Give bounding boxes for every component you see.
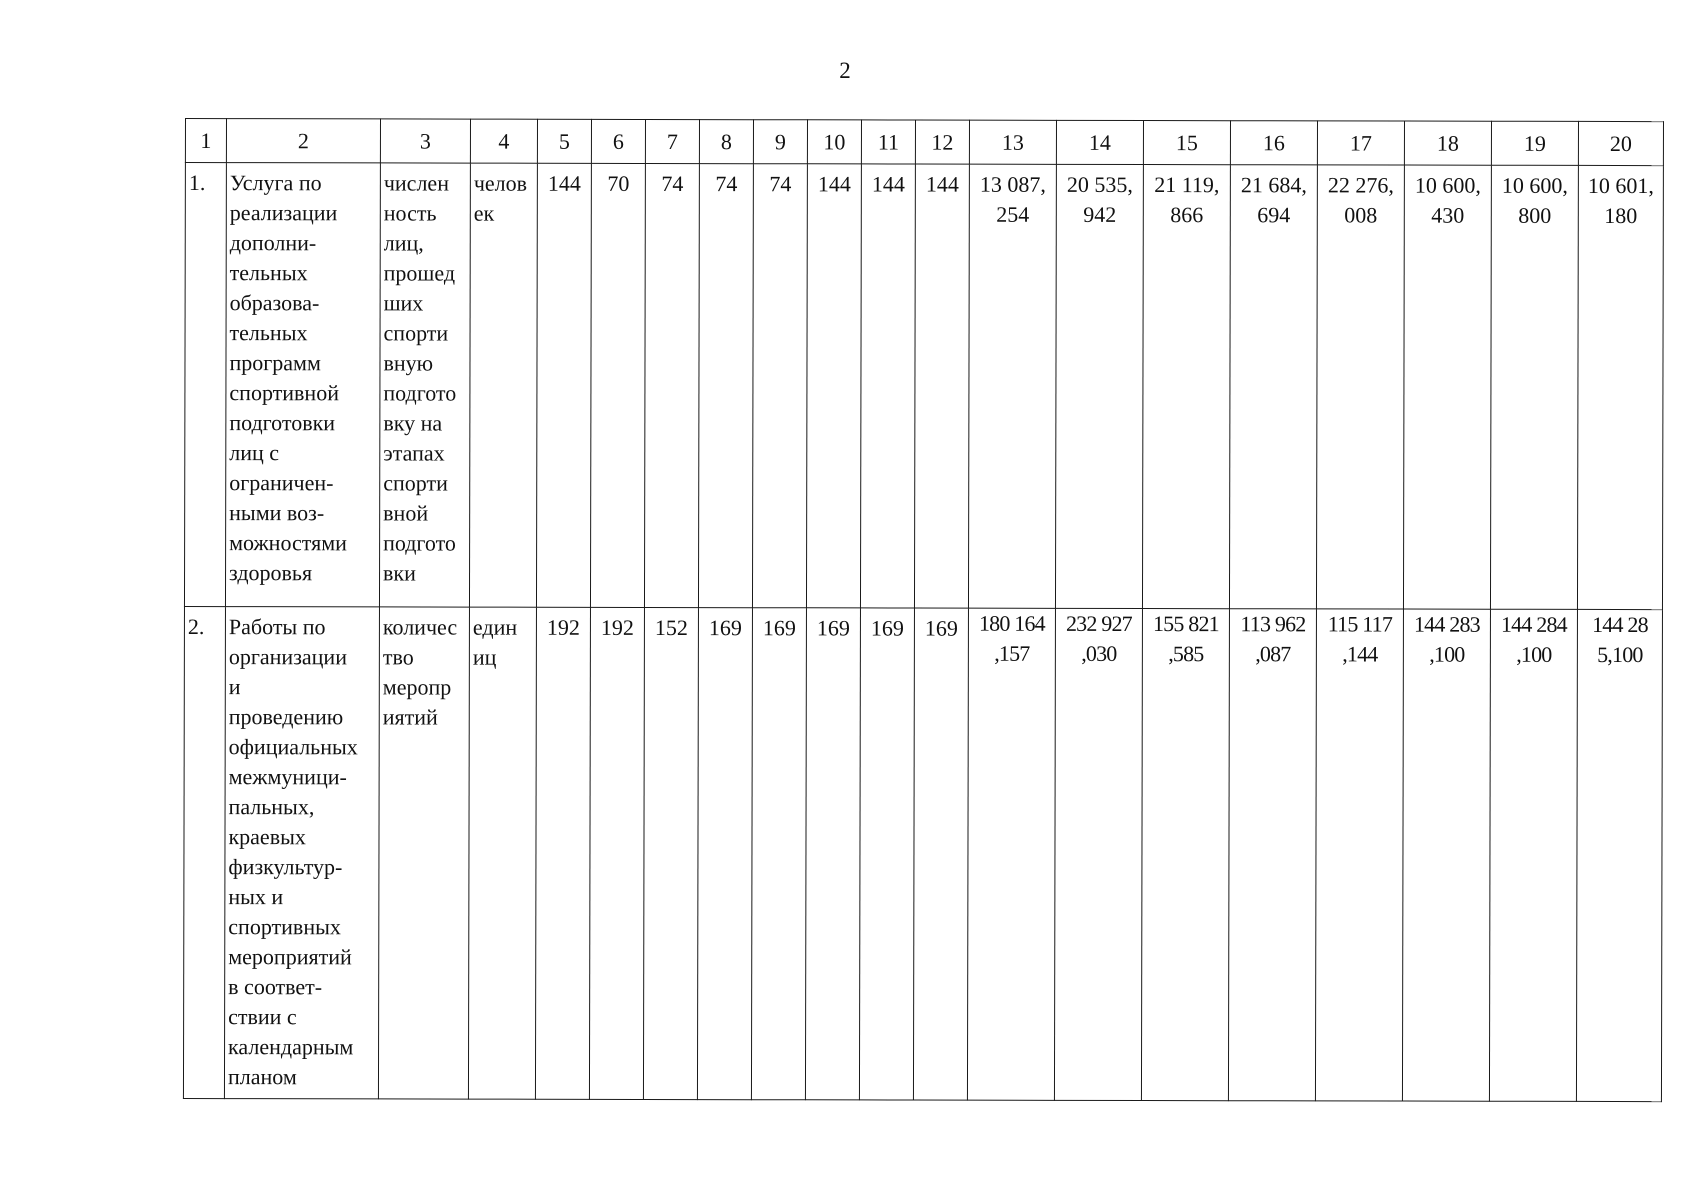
value-cell-13: 180 164 ,157: [967, 608, 1055, 1100]
unit-of-measure: челов ек: [469, 163, 537, 607]
row-number: 2.: [183, 607, 225, 1099]
header-cell-18: 18: [1404, 121, 1491, 165]
header-row: [185, 119, 1663, 166]
value-cell-17: 22 276, 008: [1316, 165, 1404, 609]
value-cell-8: 74: [698, 164, 753, 608]
value-cell-9: 74: [752, 164, 807, 608]
header-cell-3: 3: [380, 119, 470, 163]
header-cell-11: 11: [861, 120, 915, 164]
value-cell-5: 144: [536, 163, 591, 607]
header-cell-19: 19: [1491, 121, 1578, 165]
header-cell-16: 16: [1230, 121, 1317, 165]
value-cell-15: 21 119, 866: [1142, 165, 1230, 609]
value-cell-19: 10 600, 800: [1490, 165, 1578, 609]
value-cell-9: 169: [751, 608, 806, 1100]
services-table: [183, 118, 1664, 1102]
value-cell-7: 152: [643, 607, 698, 1099]
value-cell-15: 155 821 ,585: [1141, 609, 1229, 1101]
value-cell-5: 192: [535, 607, 590, 1099]
header-cell-7: 7: [645, 119, 699, 163]
header-cell-15: 15: [1143, 121, 1230, 165]
header-cell-4: 4: [470, 119, 537, 163]
header-cell-9: 9: [753, 120, 807, 164]
header-cell-1: 1: [185, 119, 226, 163]
header-cell-5: 5: [537, 119, 591, 163]
row-number: 1.: [184, 163, 226, 607]
value-cell-20: 144 28 5,100: [1576, 609, 1662, 1101]
value-cell-11: 169: [859, 608, 914, 1100]
header-cell-17: 17: [1317, 121, 1404, 165]
header-cell-12: 12: [915, 120, 969, 164]
value-cell-18: 10 600, 430: [1403, 165, 1491, 609]
table-row: [183, 607, 1662, 1102]
value-cell-6: 192: [589, 607, 644, 1099]
value-cell-13: 13 087, 254: [968, 164, 1056, 608]
value-cell-10: 144: [806, 164, 861, 608]
header-cell-13: 13: [969, 120, 1056, 164]
value-cell-6: 70: [590, 163, 645, 607]
value-cell-8: 169: [697, 608, 752, 1100]
unit-of-measure: един иц: [468, 607, 536, 1099]
value-cell-20: 10 601, 180: [1577, 165, 1663, 609]
value-cell-12: 144: [914, 164, 969, 608]
indicator-name: числен ность лиц, прошед ших спорти вную подгото вку на этапах спорти вной подгото вки: [379, 163, 470, 607]
value-cell-17: 115 117 ,144: [1315, 609, 1403, 1101]
value-cell-14: 20 535, 942: [1055, 164, 1143, 608]
header-cell-6: 6: [591, 119, 645, 163]
indicator-name: количес тво меропр иятий: [378, 607, 469, 1099]
value-cell-11: 144: [860, 164, 915, 608]
header-cell-20: 20: [1578, 121, 1663, 165]
header-cell-14: 14: [1056, 120, 1143, 164]
value-cell-7: 74: [644, 163, 699, 607]
table-row: [184, 163, 1663, 610]
value-cell-16: 21 684, 694: [1229, 165, 1317, 609]
service-name: Работы по организации и проведению официальных межмуници- пальных, краевых физкультур- ных и спортивных мероприятий в соответ- ствии с календарным планом: [224, 607, 379, 1099]
value-cell-19: 144 284 ,100: [1489, 609, 1577, 1101]
value-cell-16: 113 962 ,087: [1228, 609, 1316, 1101]
service-name: Услуга по реализации дополни- тельных образова- тельных программ спортивной подготовки лиц с ограничен- ными воз- можностями здоровья: [225, 163, 380, 607]
value-cell-12: 169: [913, 608, 968, 1100]
header-cell-2: 2: [226, 119, 380, 163]
value-cell-18: 144 283 ,100: [1402, 609, 1490, 1101]
page-number: 2: [839, 58, 851, 83]
header-cell-8: 8: [699, 120, 753, 164]
header-cell-10: 10: [807, 120, 861, 164]
value-cell-10: 169: [805, 608, 860, 1100]
value-cell-14: 232 927 ,030: [1054, 608, 1142, 1100]
